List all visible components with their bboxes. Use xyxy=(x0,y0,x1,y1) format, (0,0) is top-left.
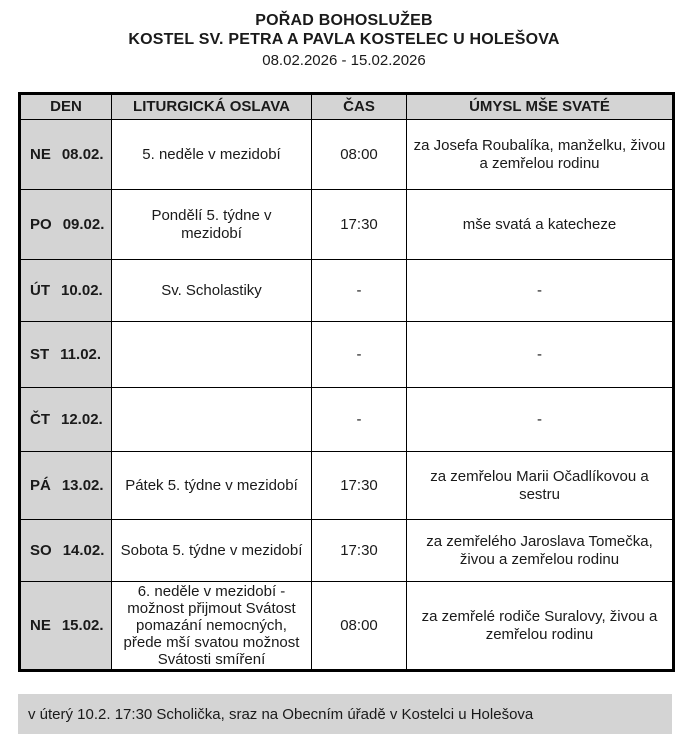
celebration-cell xyxy=(112,322,312,388)
footer-note-text: v úterý 10.2. 17:30 Scholička, sraz na Obecním úřadě v Kostelci u Holešova xyxy=(28,705,534,723)
schedule-table xyxy=(18,92,675,672)
day-date: 14.02. xyxy=(62,541,105,559)
time-cell: - xyxy=(312,388,407,452)
time-cell: 08:00 xyxy=(312,582,407,671)
column-header-den: DEN xyxy=(20,94,112,120)
column-header-cas: ČAS xyxy=(312,94,407,120)
day-abbreviation: SO xyxy=(30,541,52,559)
day-abbreviation: PÁ xyxy=(30,476,51,494)
day-cell xyxy=(20,452,112,520)
time-cell: 17:30 xyxy=(312,452,407,520)
celebration-cell: Sobota 5. týdne v mezidobí xyxy=(112,520,312,582)
day-cell xyxy=(20,260,112,322)
day-date: 15.02. xyxy=(61,616,104,634)
celebration-cell: Pondělí 5. týdne v mezidobí xyxy=(112,190,312,260)
document-header xyxy=(0,0,688,71)
day-abbreviation: ST xyxy=(30,345,50,363)
day-abbreviation: NE xyxy=(30,145,51,163)
table-row xyxy=(20,520,674,582)
day-abbreviation: ÚT xyxy=(30,281,50,299)
document-subtitle: KOSTEL SV. PETRA A PAVLA KOSTELEC U HOLEŠOVA xyxy=(128,31,560,48)
day-date: 12.02. xyxy=(61,410,103,428)
intention-cell: za zemřelou Marii Očadlíkovou a sestru xyxy=(407,452,674,520)
day-cell xyxy=(20,120,112,190)
intention-cell: - xyxy=(407,260,674,322)
time-cell: - xyxy=(312,322,407,388)
table-row xyxy=(20,388,674,452)
celebration-cell: 5. neděle v mezidobí xyxy=(112,120,312,190)
intention-cell: - xyxy=(407,388,674,452)
table-row xyxy=(20,322,674,388)
table-row xyxy=(20,260,674,322)
table-row xyxy=(20,452,674,520)
document-title: POŘAD BOHOSLUŽEB xyxy=(255,12,433,29)
celebration-cell: Pátek 5. týdne v mezidobí xyxy=(112,452,312,520)
intention-cell: mše svatá a katecheze xyxy=(407,190,674,260)
day-cell xyxy=(20,520,112,582)
intention-cell: za zemřelého Jaroslava Tomečka, živou a zemřelou rodinu xyxy=(407,520,674,582)
day-cell xyxy=(20,322,112,388)
day-date: 11.02. xyxy=(60,345,102,363)
day-date: 09.02. xyxy=(62,215,105,233)
celebration-cell xyxy=(112,388,312,452)
day-date: 08.02. xyxy=(61,145,104,163)
time-cell: - xyxy=(312,260,407,322)
time-cell: 08:00 xyxy=(312,120,407,190)
day-abbreviation: ČT xyxy=(30,410,50,428)
day-date: 10.02. xyxy=(61,281,103,299)
intention-cell: za zemřelé rodiče Suralovy, živou a zemřelou rodinu xyxy=(407,582,674,671)
day-cell xyxy=(20,582,112,671)
day-cell xyxy=(20,388,112,452)
time-cell: 17:30 xyxy=(312,190,407,260)
intention-cell: - xyxy=(407,322,674,388)
day-cell xyxy=(20,190,112,260)
day-abbreviation: NE xyxy=(30,616,51,634)
table-row xyxy=(20,190,674,260)
column-header-liturgicka-oslava: LITURGICKÁ OSLAVA xyxy=(112,94,312,120)
celebration-cell: Sv. Scholastiky xyxy=(112,260,312,322)
celebration-cell: 6. neděle v mezidobí - možnost přijmout Svátost pomazání nemocných, přede mší svatou možnost Svátosti smíření xyxy=(112,582,312,671)
day-abbreviation: PO xyxy=(30,215,52,233)
table-header-row xyxy=(20,94,674,120)
table-row xyxy=(20,120,674,190)
time-cell: 17:30 xyxy=(312,520,407,582)
footer-note-bar xyxy=(18,694,672,734)
column-header-umysl-mse-svate: ÚMYSL MŠE SVATÉ xyxy=(407,94,674,120)
intention-cell: za Josefa Roubalíka, manželku, živou a zemřelou rodinu xyxy=(407,120,674,190)
day-date: 13.02. xyxy=(61,476,104,494)
date-range: 08.02.2026 - 15.02.2026 xyxy=(262,52,426,69)
table-row xyxy=(20,582,674,671)
